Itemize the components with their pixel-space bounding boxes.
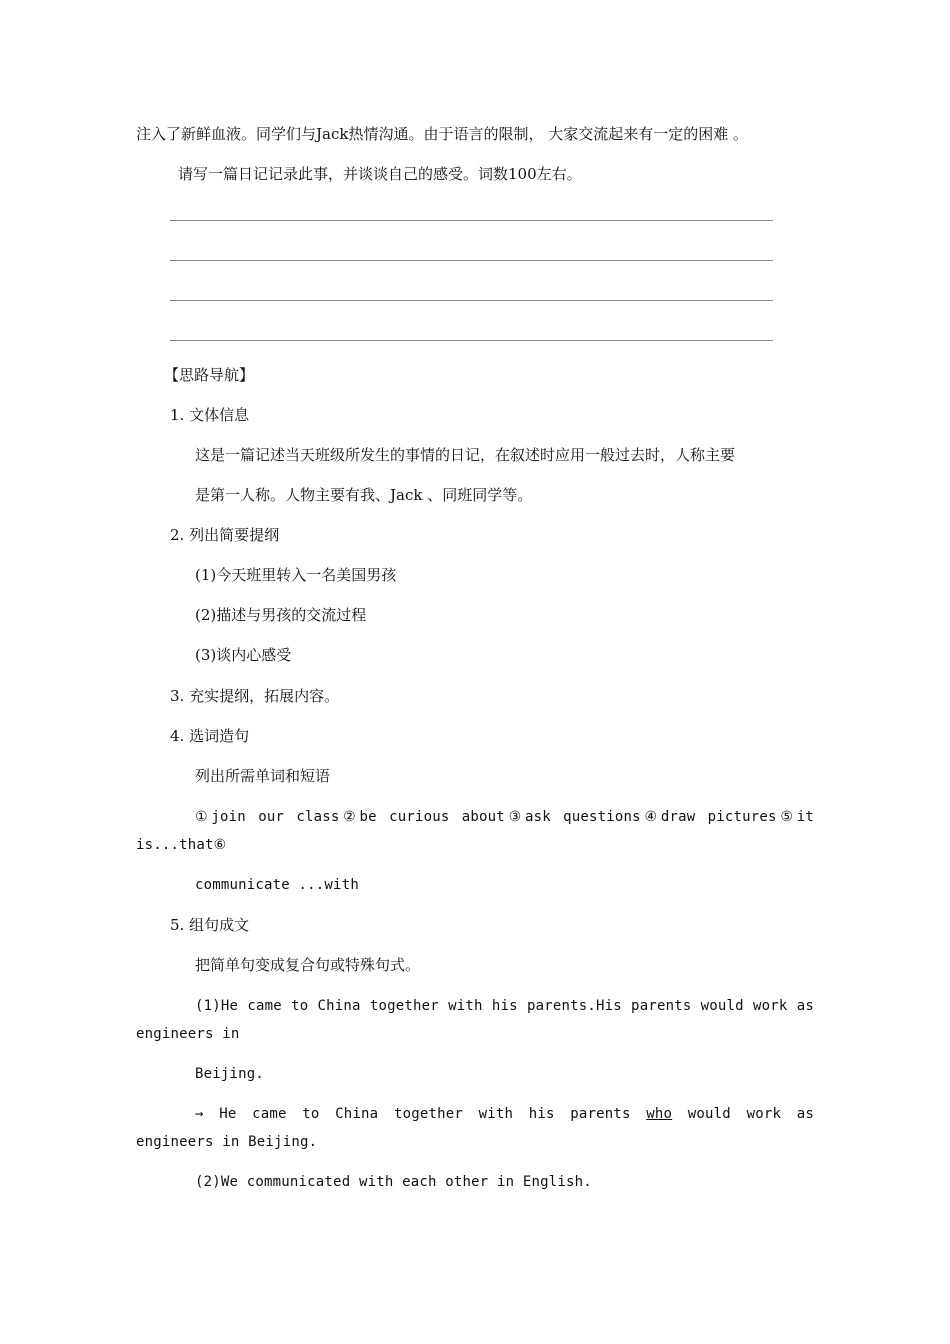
answer-line-2 <box>170 260 773 261</box>
step-5-subtitle: 把简单句变成复合句或特殊句式。 <box>195 956 421 974</box>
phrase-list-line-1: ①join our class②be curious about③ask questions④draw pictures⑤it <box>195 809 814 825</box>
intro-line-1: 注入了新鲜血液。同学们与Jack热情沟通。由于语言的限制， 大家交流起来有一定的困难 。 <box>136 125 748 143</box>
arrow: → <box>195 1106 204 1122</box>
phrase-list-line-2: is...that⑥ <box>136 837 227 853</box>
answer-1-line-1 <box>195 1104 814 1124</box>
answer-1-line-2: engineers in Beijing. <box>136 1134 318 1150</box>
example-1-line-3: Beijing. <box>195 1066 265 1082</box>
step-4-subtitle: 列出所需单词和短语 <box>195 767 331 785</box>
step-5-title: 5. 组句成文 <box>170 916 250 934</box>
section-heading: 【思路导航】 <box>164 366 255 384</box>
outline-item-1: (1)今天班里转入一名美国男孩 <box>195 566 397 584</box>
step-1-text-2: 是第一人称。人物主要有我、Jack 、同班同学等。 <box>195 486 533 504</box>
answer-line-4 <box>170 340 773 341</box>
answer-1-keyword: who <box>646 1106 673 1122</box>
phrase-list-line-3: communicate ...with <box>195 877 359 893</box>
step-4-title: 4. 选词造句 <box>170 727 250 745</box>
step-3-title: 3. 充实提纲，拓展内容。 <box>170 687 340 705</box>
answer-1-suffix: would work as <box>687 1106 814 1122</box>
outline-item-2: (2)描述与男孩的交流过程 <box>195 606 367 624</box>
outline-item-3: (3)谈内心感受 <box>195 646 292 664</box>
step-1-text-1: 这是一篇记述当天班级所发生的事情的日记，在叙述时应用一般过去时，人称主要 <box>195 446 736 464</box>
step-1-title: 1. 文体信息 <box>170 406 250 424</box>
example-1-line-1: (1)He came to China together with his parents.His parents would work as <box>195 998 814 1014</box>
example-1-line-2: engineers in <box>136 1026 240 1042</box>
step-2-title: 2. 列出简要提纲 <box>170 526 280 544</box>
example-2-line-1: (2)We communicated with each other in English. <box>195 1174 592 1190</box>
answer-1-prefix: He came to China together with his parents <box>219 1106 631 1122</box>
answer-line-3 <box>170 300 773 301</box>
writing-prompt: 请写一篇日记记录此事，并谈谈自己的感受。词数100左右。 <box>178 165 582 183</box>
answer-line-1 <box>170 220 773 221</box>
